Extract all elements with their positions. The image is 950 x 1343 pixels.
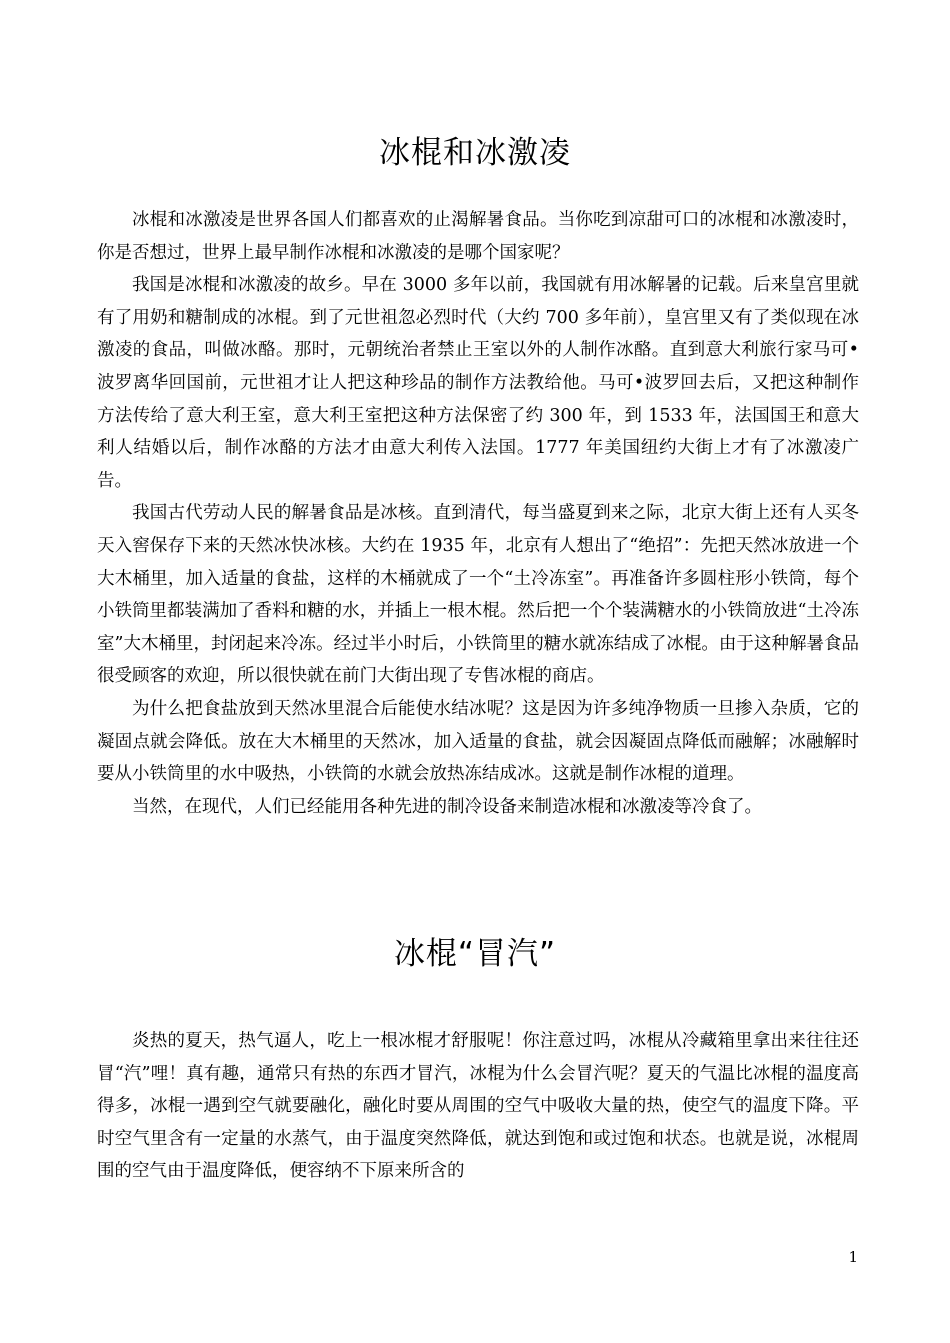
paragraph: 我国是冰棍和冰激凌的故乡。早在 3000 多年以前，我国就有用冰解暑的记载。后来皇宫里就有了用奶和糖制成的冰棍。到了元世祖忽必烈时代（大约 700 多年前），皇宫里又有了类似现在冰激凌的食品，叫做冰酪。那时，元朝统治者禁止王室以外的人制作冰酪。直到意大利旅行家马可•波罗离华回国前，元世祖才让人把这种珍品的制作方法教给他。马可•波罗回去后，又把这种制作方法传给了意大利王室，意大利王室把这种方法保密了约 300 年，到 1533 年，法国国王和意大利人结婚以后，制作冰酪的方法才由意大利传入法国。1777 年美国纽约大街上才有了冰激凌广告。 bbox=[97, 275, 859, 491]
paragraph: 当然，在现代，人们已经能用各种先进的制冷设备来制造冰棍和冰激凌等冷食了。 bbox=[132, 796, 762, 817]
article-title-ice-pop-and-ice-cream: 冰棍和冰激凌 bbox=[379, 135, 571, 171]
paragraph: 为什么把食盐放到天然冰里混合后能使水结冰呢？这是因为许多纯净物质一旦掺入杂质，它的凝固点就会降低。放在大木桶里的天然冰，加入适量的食盐，就会因凝固点降低而融解；冰融解时要从小铁筒里的水中吸热，小铁筒的水就会放热冻结成冰。这就是制作冰棍的道理。 bbox=[97, 698, 859, 785]
page-number: 1 bbox=[848, 1248, 858, 1266]
paragraph: 炎热的夏天，热气逼人，吃上一根冰棍才舒服呢！你注意过吗，冰棍从冷藏箱里拿出来往往还冒“汽”哩！真有趣，通常只有热的东西才冒汽，冰棍为什么会冒汽呢？夏天的气温比冰棍的温度高得多，冰棍一遇到空气就要融化，融化时要从周围的空气中吸收大量的热，使空气的温度下降。平时空气里含有一定量的水蒸气，由于温度突然降低，就达到饱和或过饱和状态。也就是说，冰棍周围的空气由于温度降低，便容纳不下原来所含的 bbox=[97, 1031, 859, 1182]
article-body-ice-pop-steam bbox=[97, 1025, 859, 1188]
paragraph: 我国古代劳动人民的解暑食品是冰核。直到清代，每当盛夏到来之际，北京大街上还有人买冬天入窖保存下来的天然冰快冰核。大约在 1935 年，北京有人想出了“绝招”：先把天然冰放进一个大木桶里，加入适量的食盐，这样的木桶就成了一个“土冷冻室”。再准备许多圆柱形小铁筒，每个小铁筒里都装满加了香料和糖的水，并插上一根木棍。然后把一个个装满糖水的小铁筒放进“土冷冻室”大木桶里，封闭起来冷冻。经过半小时后，小铁筒里的糖水就冻结成了冰棍。由于这种解暑食品很受顾客的欢迎，所以很快就在前门大街出现了专售冰棍的商店。 bbox=[97, 503, 859, 687]
article-title-ice-pop-steam: 冰棍“冒汽” bbox=[393, 936, 557, 972]
paragraph: 冰棍和冰激凌是世界各国人们都喜欢的止渴解暑食品。当你吃到凉甜可口的冰棍和冰激凌时，你是否想过，世界上最早制作冰棍和冰激凌的是哪个国家呢？ bbox=[97, 210, 859, 263]
article-body-ice-pop-and-ice-cream bbox=[97, 204, 859, 823]
